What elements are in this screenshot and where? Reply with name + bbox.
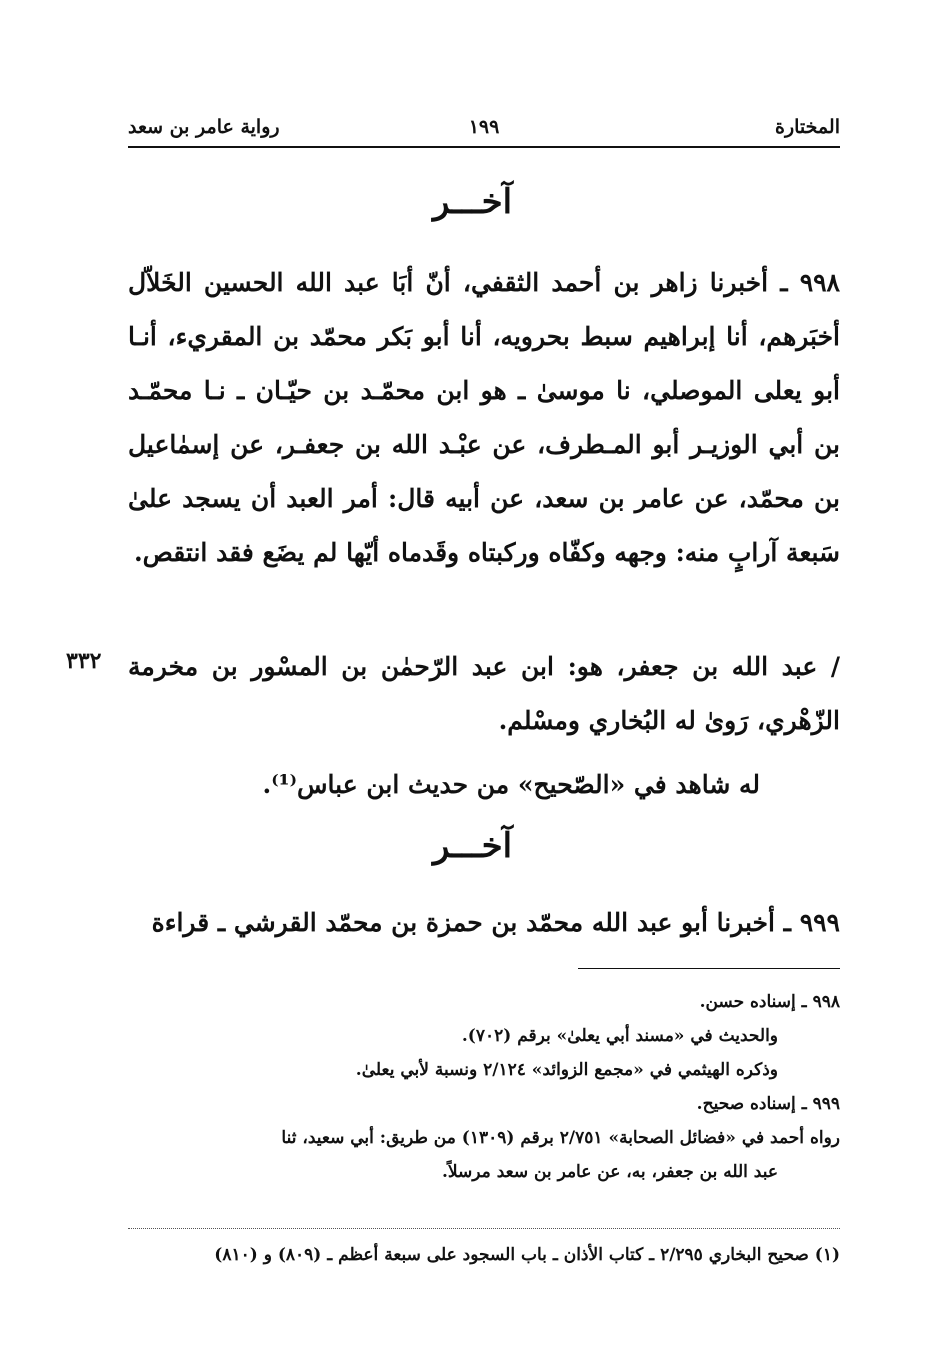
hadith-999-text: ـ أخبرنا أبو عبد الله محمّد بن حمزة بن محمّد القرشي ـ قراءة: [151, 908, 791, 937]
commentary-narrator: / عبد الله بن جعفر، هو: ابن عبد الرّحمٰن بن المسْور بن مخرمة الزّهْري، رَوىٰ له البُخاري ومسْلم.: [128, 652, 840, 735]
section-title-2: آخـــر: [432, 826, 513, 866]
note-line: والحديث في «مسند أبي يعلىٰ» برقم (٧٠٢).: [461, 1026, 778, 1046]
note-line: ٩٩٩ ـ إسناده صحيح.: [696, 1094, 840, 1114]
footnote-rule: [578, 968, 840, 969]
note-line: ٩٩٨ ـ إسناده حسن.: [699, 992, 840, 1012]
running-header: [128, 112, 840, 142]
hadith-number-999: ٩٩٩: [799, 908, 840, 937]
hadith-998: [128, 256, 840, 580]
commentary-witness: له شاهد في «الصّحيح» من حديث ابن عباس⁽¹⁾.: [262, 770, 760, 799]
takhrij-notes: [128, 985, 840, 1189]
hadith-998-text: ـ أخبرنا زاهر بن أحمد الثقفي، أنّ أبَا عبد الله الحسين الخَلاّل أخبَرهم، أنا إبراهيم سبط بحرويه، أنا أبو بَكر محمّد بن المقريء، أنـا أبو يعلى الموصلي، نا موسىٰ ـ هو ابن محمّـد بن حيّـان ـ نـا محمّـد بن أبي الوزيـر أبو المـطرف، عن عبْـد الله بن جعفـر، عن إسمٰاعيل بن محمّد، عن عامر بن سعد، عن أبيه قال: أمر العبد أن يسجد علىٰ سَبعة آرابٍ منه: وجهه وكفّاه وركبتاه وقَدماه أيّها لم يضَع فقد انتقص.: [128, 268, 840, 567]
note-line: عبد الله بن جعفر، به، عن عامر بن سعد مرسلاً.: [441, 1162, 778, 1182]
note-line: رواه أحمد في «فضائل الصحابة» ٢/٧٥١ برقم (١٣٠٩) من طريق: أبي سعيد، ثنا: [281, 1128, 840, 1148]
section-title-1: آخـــر: [432, 182, 513, 222]
hadith-number-998: ٩٩٨: [799, 268, 840, 297]
page-number: ١٩٩: [468, 116, 500, 138]
header-chapter-title: رواية عامر بن سعد: [128, 116, 280, 138]
manuscript-folio-number: ٣٣٢: [66, 648, 102, 674]
note-line: وذكره الهيثمي في «مجمع الزوائد» ٢/١٢٤ ونسبة لأبي يعلىٰ.: [355, 1060, 778, 1080]
footnote-1: (١) صحيح البخاري ٢/٢٩٥ ـ كتاب الأذان ـ باب السجود على سبعة أعظم ـ (٨٠٩) و (٨١٠): [214, 1245, 840, 1265]
header-rule: [128, 146, 840, 148]
hadith-999: [128, 896, 840, 950]
header-book-title: المختارة: [775, 116, 840, 138]
footnote-separator: [128, 1228, 840, 1229]
